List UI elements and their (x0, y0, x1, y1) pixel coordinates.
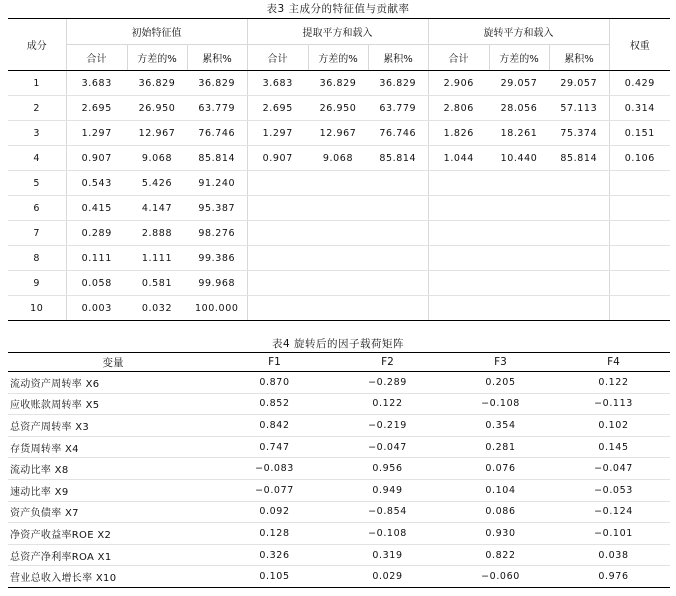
table-cell: 0.415 (66, 196, 127, 221)
table-cell (308, 196, 368, 221)
header-f1: F1 (218, 353, 331, 372)
loading-value: −0.047 (331, 436, 444, 458)
variable-name: 流动资产周转率 X6 (8, 372, 218, 394)
table-cell (549, 196, 609, 221)
loading-value: −0.060 (444, 566, 557, 588)
table-cell (368, 271, 428, 296)
loading-value: −0.108 (444, 393, 557, 415)
variable-name: 速动比率 X9 (8, 479, 218, 501)
table-cell (489, 221, 549, 246)
table-cell (247, 246, 308, 271)
table-row (8, 372, 670, 394)
table-cell (368, 296, 428, 321)
table-cell (308, 296, 368, 321)
loading-value: −0.854 (331, 501, 444, 523)
subheader-total: 合计 (428, 45, 489, 71)
loading-value: 0.105 (218, 566, 331, 588)
table-cell (609, 246, 670, 271)
table-cell: 29.057 (549, 71, 609, 96)
table-cell (308, 171, 368, 196)
table-row (8, 121, 670, 146)
table-cell (609, 296, 670, 321)
table-cell: 9.068 (308, 146, 368, 171)
table-cell: 12.967 (308, 121, 368, 146)
table-cell (428, 246, 489, 271)
loading-value: −0.113 (557, 393, 670, 415)
table-cell (609, 196, 670, 221)
table-cell: 36.829 (368, 71, 428, 96)
table-cell: 10.440 (489, 146, 549, 171)
table-cell: 0.106 (609, 146, 670, 171)
header-f2: F2 (331, 353, 444, 372)
loading-value: 0.104 (444, 479, 557, 501)
table-cell (489, 196, 549, 221)
table-cell: 1.111 (127, 246, 187, 271)
subheader-variance-pct: 方差的% (127, 45, 187, 71)
loading-value: 0.930 (444, 523, 557, 545)
table-cell (549, 246, 609, 271)
table-cell (368, 221, 428, 246)
loading-value: 0.076 (444, 458, 557, 480)
table-cell: 3.683 (247, 71, 308, 96)
loading-value: −0.289 (331, 372, 444, 394)
subheader-cumulative-pct: 累积% (187, 45, 247, 71)
component-number: 6 (8, 196, 66, 221)
header-f4: F4 (557, 353, 670, 372)
table-cell (609, 221, 670, 246)
component-number: 7 (8, 221, 66, 246)
loading-value: 0.852 (218, 393, 331, 415)
eigenvalue-table (8, 18, 670, 321)
header-rotation-sums: 旋转平方和载入 (428, 19, 609, 45)
loading-value: −0.053 (557, 479, 670, 501)
table-row (8, 246, 670, 271)
table-cell: 2.695 (247, 96, 308, 121)
loading-value: −0.083 (218, 458, 331, 480)
table-cell (247, 296, 308, 321)
table-cell: 76.746 (368, 121, 428, 146)
table-cell: 75.374 (549, 121, 609, 146)
component-number: 9 (8, 271, 66, 296)
table-cell: 0.003 (66, 296, 127, 321)
table-row (8, 523, 670, 545)
table-cell: 0.058 (66, 271, 127, 296)
loading-value: 0.354 (444, 415, 557, 437)
loading-value: 0.326 (218, 544, 331, 566)
table-cell: 0.111 (66, 246, 127, 271)
table-cell: 4.147 (127, 196, 187, 221)
factor-loading-table (8, 352, 670, 588)
table-row (8, 221, 670, 246)
variable-name: 存货周转率 X4 (8, 436, 218, 458)
loading-value: 0.956 (331, 458, 444, 480)
table-row (8, 458, 670, 480)
loading-value: 0.205 (444, 372, 557, 394)
variable-name: 总资产周转率 X3 (8, 415, 218, 437)
table-cell: 91.240 (187, 171, 247, 196)
table-row (8, 96, 670, 121)
header-component: 成分 (8, 19, 66, 71)
loading-value: −0.108 (331, 523, 444, 545)
component-number: 5 (8, 171, 66, 196)
table-cell: 36.829 (127, 71, 187, 96)
table-cell (609, 271, 670, 296)
table-cell (428, 196, 489, 221)
loading-value: −0.219 (331, 415, 444, 437)
table-cell: 2.906 (428, 71, 489, 96)
table-cell (368, 171, 428, 196)
table-cell (489, 246, 549, 271)
variable-name: 净资产收益率ROE X2 (8, 523, 218, 545)
component-number: 8 (8, 246, 66, 271)
table-cell: 1.297 (247, 121, 308, 146)
table-row (8, 479, 670, 501)
table-row (8, 393, 670, 415)
subheader-total: 合计 (247, 45, 308, 71)
variable-name: 总资产净利率ROA X1 (8, 544, 218, 566)
table3-caption: 表3 主成分的特征值与贡献率 (266, 3, 410, 15)
component-number: 1 (8, 71, 66, 96)
table-cell (247, 271, 308, 296)
table-cell (489, 271, 549, 296)
table-cell: 0.289 (66, 221, 127, 246)
table-cell: 3.683 (66, 71, 127, 96)
table-row (8, 501, 670, 523)
table-cell: 98.276 (187, 221, 247, 246)
table-cell: 2.695 (66, 96, 127, 121)
loading-value: 0.822 (444, 544, 557, 566)
table-cell: 0.543 (66, 171, 127, 196)
table-cell (549, 271, 609, 296)
table-cell: 0.429 (609, 71, 670, 96)
loading-value: 0.281 (444, 436, 557, 458)
subheader-cumulative-pct: 累积% (368, 45, 428, 71)
table-cell: 76.746 (187, 121, 247, 146)
table-cell: 29.057 (489, 71, 549, 96)
loading-value: 0.122 (331, 393, 444, 415)
table-cell: 1.826 (428, 121, 489, 146)
table-cell: 63.779 (368, 96, 428, 121)
table-cell: 85.814 (368, 146, 428, 171)
loading-value: 0.870 (218, 372, 331, 394)
table-cell (428, 296, 489, 321)
table-row (8, 296, 670, 321)
component-number: 3 (8, 121, 66, 146)
loading-value: 0.086 (444, 501, 557, 523)
table-cell: 12.967 (127, 121, 187, 146)
header-variable: 变量 (8, 353, 218, 372)
header-weight: 权重 (609, 19, 670, 71)
table-row (8, 544, 670, 566)
table-cell: 99.386 (187, 246, 247, 271)
loading-value: 0.842 (218, 415, 331, 437)
loading-value: 0.949 (331, 479, 444, 501)
table-cell: 99.968 (187, 271, 247, 296)
table-cell (368, 246, 428, 271)
table-row (8, 566, 670, 588)
table-cell: 1.297 (66, 121, 127, 146)
loading-value: 0.038 (557, 544, 670, 566)
table-cell (428, 271, 489, 296)
table-cell: 100.000 (187, 296, 247, 321)
table-cell (368, 196, 428, 221)
loading-value: 0.029 (331, 566, 444, 588)
variable-name: 应收账款周转率 X5 (8, 393, 218, 415)
loading-value: 0.145 (557, 436, 670, 458)
table-cell (609, 171, 670, 196)
component-number: 10 (8, 296, 66, 321)
table-cell (549, 296, 609, 321)
variable-name: 营业总收入增长率 X10 (8, 566, 218, 588)
component-number: 4 (8, 146, 66, 171)
loading-value: −0.124 (557, 501, 670, 523)
table-row (8, 271, 670, 296)
table-cell: 9.068 (127, 146, 187, 171)
loading-value: −0.047 (557, 458, 670, 480)
table-cell (428, 171, 489, 196)
loading-value: 0.747 (218, 436, 331, 458)
table-cell: 95.387 (187, 196, 247, 221)
table4-caption: 表4 旋转后的因子载荷矩阵 (271, 338, 405, 350)
header-initial-eigenvalues: 初始特征值 (66, 19, 247, 45)
table-cell: 1.044 (428, 146, 489, 171)
table-cell: 0.151 (609, 121, 670, 146)
table-cell (489, 296, 549, 321)
table-cell (308, 246, 368, 271)
table-row (8, 146, 670, 171)
loading-value: 0.319 (331, 544, 444, 566)
table-cell: 26.950 (127, 96, 187, 121)
table-cell: 0.314 (609, 96, 670, 121)
table-cell: 0.907 (66, 146, 127, 171)
table-cell (549, 171, 609, 196)
table-cell (247, 171, 308, 196)
loading-value: 0.122 (557, 372, 670, 394)
loading-value: 0.128 (218, 523, 331, 545)
table-row (8, 171, 670, 196)
table-cell: 57.113 (549, 96, 609, 121)
table-cell: 2.806 (428, 96, 489, 121)
table-cell: 85.814 (187, 146, 247, 171)
variable-name: 流动比率 X8 (8, 458, 218, 480)
table-cell (247, 221, 308, 246)
component-number: 2 (8, 96, 66, 121)
loading-value: 0.092 (218, 501, 331, 523)
loading-value: 0.976 (557, 566, 670, 588)
subheader-variance-pct: 方差的% (489, 45, 549, 71)
table-cell (489, 171, 549, 196)
table-cell: 2.888 (127, 221, 187, 246)
table-cell: 5.426 (127, 171, 187, 196)
table-cell (428, 221, 489, 246)
header-extraction-sums: 提取平方和载入 (247, 19, 428, 45)
table-cell: 36.829 (308, 71, 368, 96)
subheader-total: 合计 (66, 45, 127, 71)
table-cell: 18.261 (489, 121, 549, 146)
table-cell: 63.779 (187, 96, 247, 121)
subheader-variance-pct: 方差的% (308, 45, 368, 71)
table-cell: 36.829 (187, 71, 247, 96)
loading-value: −0.101 (557, 523, 670, 545)
table-cell: 85.814 (549, 146, 609, 171)
loading-value: −0.077 (218, 479, 331, 501)
subheader-cumulative-pct: 累积% (549, 45, 609, 71)
header-f3: F3 (444, 353, 557, 372)
table-cell: 26.950 (308, 96, 368, 121)
table-cell: 0.907 (247, 146, 308, 171)
table-cell: 28.056 (489, 96, 549, 121)
table-cell (308, 271, 368, 296)
loading-value: 0.102 (557, 415, 670, 437)
table-row (8, 71, 670, 96)
table-row (8, 196, 670, 221)
table-cell: 0.581 (127, 271, 187, 296)
table-cell (247, 196, 308, 221)
variable-name: 资产负债率 X7 (8, 501, 218, 523)
table-cell (308, 221, 368, 246)
table-row (8, 436, 670, 458)
table-row (8, 415, 670, 437)
table-cell: 0.032 (127, 296, 187, 321)
table-cell (549, 221, 609, 246)
